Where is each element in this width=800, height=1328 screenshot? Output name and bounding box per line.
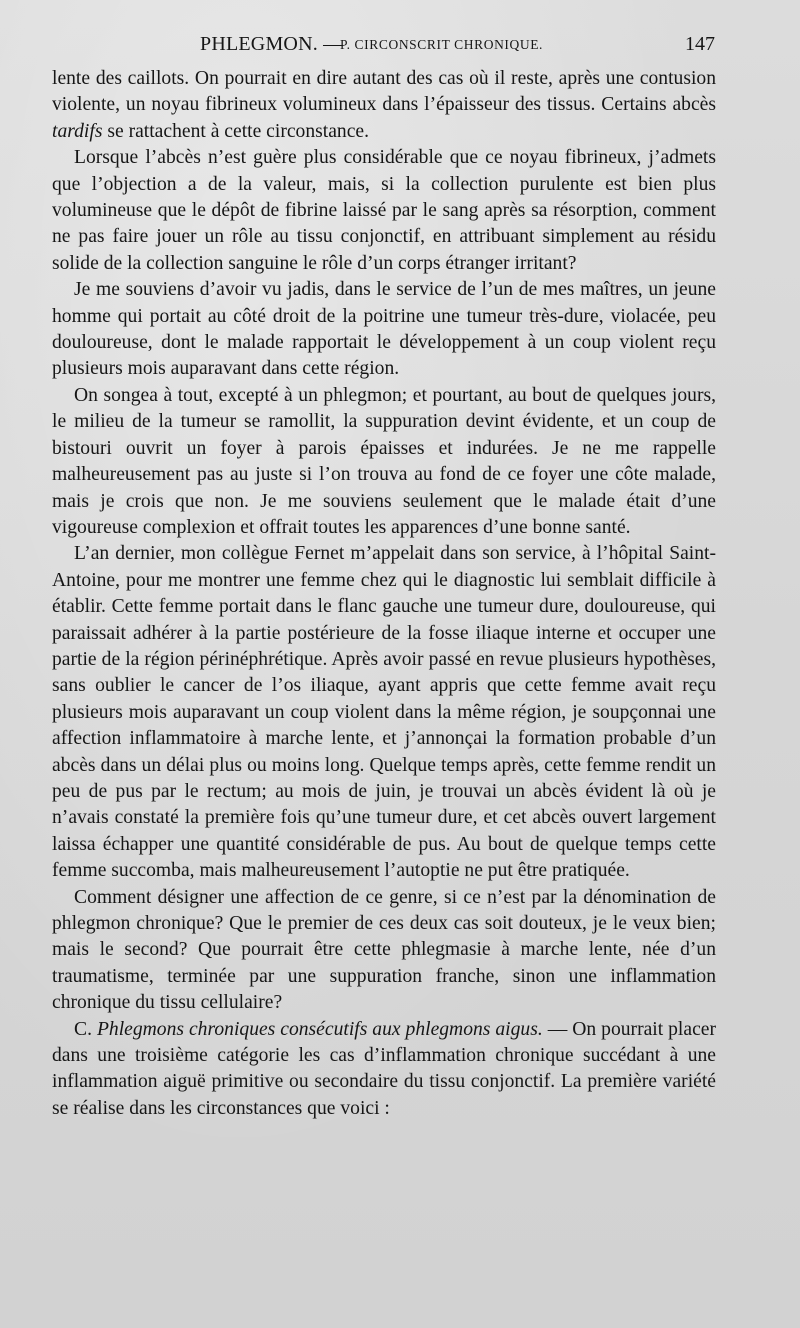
paragraph-5: L’an dernier, mon collègue Fernet m’appelait dans son service, à l’hôpital Saint-Antoine, pour me montrer une femme chez qui le diagnostic lui semblait difficile à établir. Cette femme portait dans le flanc gauche une tumeur dure, douloureuse, qui paraissait adhérer à la partie postérieure de la fosse iliaque interne et occuper une partie de la région périnéphrétique. Après avoir passé en revue plusieurs hypothèses, sans oublier le cancer de l’os iliaque, ayant appris que cette femme avait reçu plusieurs mois auparavant un coup violent dans la même région, je soupçonnai une affection inflammatoire à marche lente, et j’annonçai la formation probable d’un abcès dans un délai plus ou moins long. Quelque temps après, cette femme rendit un peu de pus par le rectum; au mois de juin, je trouvai un abcès évident là où je n’avais constaté la première fois qu’une tumeur dure, et cet abcès ouvert largement laissa échapper une quantité considérable de pus. Au bout de quelque temps cette femme succomba, mais malheureusement l’autoptie ne put être pratiquée. [52, 543, 716, 882]
running-head [200, 33, 715, 61]
section-heading-italic: Phlegmons chroniques consécutifs aux phlegmons aigus. [96, 1018, 543, 1040]
paragraph-2: Lorsque l’abcès n’est guère plus considérable que ce noyau fibrineux, j’admets que l’objection a de la valeur, mais, si la collection purulente est bien plus volumineuse que le dépôt de fibrine laissé par le sang après sa résorption, comment ne pas faire jouer un rôle au tissu conjonctif, en attribuant simplement au résidu solide de la collection sanguine le rôle d’un corps étranger irritant? [52, 147, 716, 274]
running-subtitle: P. CIRCONSCRIT CHRONIQUE. [340, 37, 544, 52]
page-number: 147 [685, 33, 715, 55]
running-title: PHLEGMON. — [200, 33, 344, 55]
paragraph-7: C. Phlegmons chroniques consécutifs aux phlegmons aigus. — On pourrait placer dans une troisième catégorie les cas d’inflammation chronique succédant à une inflammation aiguë primitive ou secondaire du tissu conjonctif. La première variété se réalise dans les circonstances que voici : [52, 1018, 716, 1119]
italic-term: tardifs [52, 120, 103, 142]
body-text [52, 66, 716, 1122]
paragraph-3: Je me souviens d’avoir vu jadis, dans le service de l’un de mes maîtres, un jeune homme qui portait au côté droit de la poitrine une tumeur très-dure, violacée, peu douloureuse, dont le malade rapportait le développement à un coup violent reçu plusieurs mois auparavant dans cette région. [52, 279, 716, 380]
paragraph-4: On songea à tout, excepté à un phlegmon; et pourtant, au bout de quelques jours, le milieu de la tumeur se ramollit, la suppuration devint évidente, et un coup de bistouri ouvrit un foyer à parois épaisses et indurées. Je ne me rappelle malheureusement pas au juste si l’on trouva au fond de ce foyer une côte malade, mais je crois que non. Je me souviens seulement que le malade était d’une vigoureuse complexion et offrait toutes les apparences d’une bonne santé. [52, 384, 716, 538]
paragraph-6: Comment désigner une affection de ce genre, si ce n’est par la dénomination de phlegmon chronique? Que le premier de ces deux cas soit douteux, je le veux bien; mais le second? Que pourrait être cette phlegmasie à marche lente, née d’un traumatisme, terminée par une suppuration franche, sinon une inflammation chronique du tissu cellulaire? [52, 886, 716, 1014]
paragraph-1: lente des caillots. On pourrait en dire autant des cas où il reste, après une contusion violente, un noyau fibrineux volumineux dans l’épaisseur des tissus. Certains abcès tardifs se rattachent à cette circonstance. [52, 68, 716, 142]
